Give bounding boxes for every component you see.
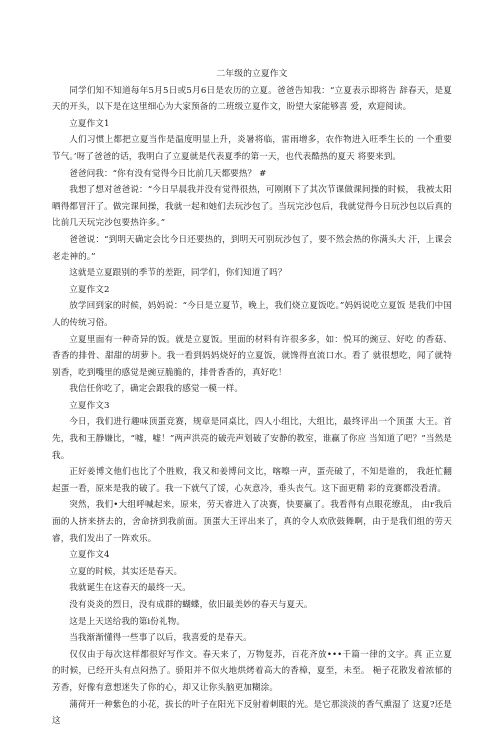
- paragraph: 我想了想对爸爸说：“今日早晨我并没有觉得很热，可刚刚下了其次节课做课间操的时候， 我被太阳晒得都冒汗了。做完课间操，我就一起和她们去玩沙包了。当玩完沙包后，我就觉得今日玩沙包以后真的比前几天玩完沙包要热许多。”: [52, 185, 452, 229]
- paragraph: 人们习惯上都把立夏当作是温度明显上升，炎暑将临，雷雨增多，农作物进入旺季生长的 一个重要节气。’呀了爸爸的话，我明白了立夏就是代表夏季的第一天，也代表酷热的夏天 将要来到。: [52, 135, 452, 162]
- document-title: 二年级的立夏作文: [216, 69, 288, 79]
- paragraph: 我就诞生在这春天的最终一天。: [69, 583, 191, 594]
- paragraph: 立夏里面有一种奇异的饭。就是立夏饭。里面的材料有许很多多，如：悦耳的豌豆、好吃 的香菇、香香的排骨、甜甜的胡萝卜。我一看到妈妈烧好的立夏饭，就馋得直流口水。看了 就很想吃，闻了就特别香，吃到嘴里的感觉是豌豆脆脆的，排骨香香的，真好吃！: [52, 334, 452, 378]
- paragraph-intro: 同学们知不知道每年5月5日或5月6日是农历的立夏。爸爸告知我：“立夏表示即将告 辞春天，是夏天的开头，以下是在这里细心为大家预备的二班级立夏作文，盼望大家能够喜 爱，欢迎阅读。: [52, 85, 452, 113]
- paragraph: 放学回到家的时候，妈妈说：“今日是立夏节，晚上，我们烧立夏饭吃。”妈妈说吃立夏饭 是我们中国人的传统习俗。: [52, 301, 452, 328]
- paragraph: 爸爸说：“到明天确定会比今日还要热的，到明天可别玩沙包了，要不然会热的你满头大 汗，上课会老走神的。”: [52, 234, 452, 262]
- paragraph: 突然，我们•大组呼喊起来，原来，劳天睿进入了决赛，快要赢了。我看得有点眼花缭乱， 由r我后面的人挤来挤去的，舍命挤到我前面。顶蛋大王评出来了，真的令人欢欣鼓舞啊，由于是我们组的劳天睿，我们发出了一阵欢乐。: [52, 500, 452, 544]
- paragraph: 今日，我们进行趣味顶蛋竞赛，规章是同桌比，四人小组比，大组比，最终评出一个顶蛋 大王。首先，我和王静嫌比，“嘘，嘘！”两声洪亮的破壳声划破了安静的教室，谁赢了你应 当知道了吧？”当然是我。: [52, 417, 452, 461]
- paragraph: 正好姜博文他们也比了个胜败，我又和姜博问文比，喀嚓一声，蛋壳破了，不知是谁的， 我赶忙翻起蛋一看，原来是我的破了。我一下就气了馁，心灰意冷，垂头丧气。这下面更精 彩的竞赛都没看清。: [52, 467, 452, 494]
- paragraph: 这是上天送给我的第i份礼物。: [69, 616, 186, 627]
- paragraph: 当我渐渐懂得一些事了以后，我喜爱的是春天。: [69, 633, 252, 644]
- paragraph: 立夏的时候，其实还是春天。: [69, 566, 183, 577]
- paragraph: 没有炎炎的烈日，没有成群的蝴蝶，依旧最美妙的春天与夏天。: [69, 600, 313, 610]
- paragraph: 这就是立夏跟别的季节的差距，同学们，你们知道了吗？: [69, 268, 287, 279]
- paragraph: 我信任你吃了，确定会跟我的感觉一模一样。: [69, 384, 244, 395]
- section-heading-2: 立夏作文2: [69, 284, 110, 295]
- paragraph: 蒲荷开一种紫色的小花，拔长的叶子在阳光下反射着刺眼的光。是它那淡淡的香气熏湿了 这夏?还是这: [52, 699, 452, 727]
- section-heading-4: 立夏作文4: [69, 550, 110, 561]
- paragraph: 爸爸问我：“你有没有觉得今日比前几天都要热？ #: [69, 168, 267, 179]
- section-heading-3: 立夏作文3: [69, 400, 110, 411]
- paragraph: 仅仅由于每次这样都很好写作文。春天来了，万物复苏，百花齐放•••千篇一律的文字。真 正立夏的时候，已经开头有点闷热了。骄阳并不似火地烘烤着高大的香樟，夏至，未至。 梔子花散发着浓郁的芳香，好像有意想迷失了你的心，却又让你头脑更加糊涂。: [52, 649, 452, 693]
- section-heading-1: 立夏作文1: [69, 118, 110, 129]
